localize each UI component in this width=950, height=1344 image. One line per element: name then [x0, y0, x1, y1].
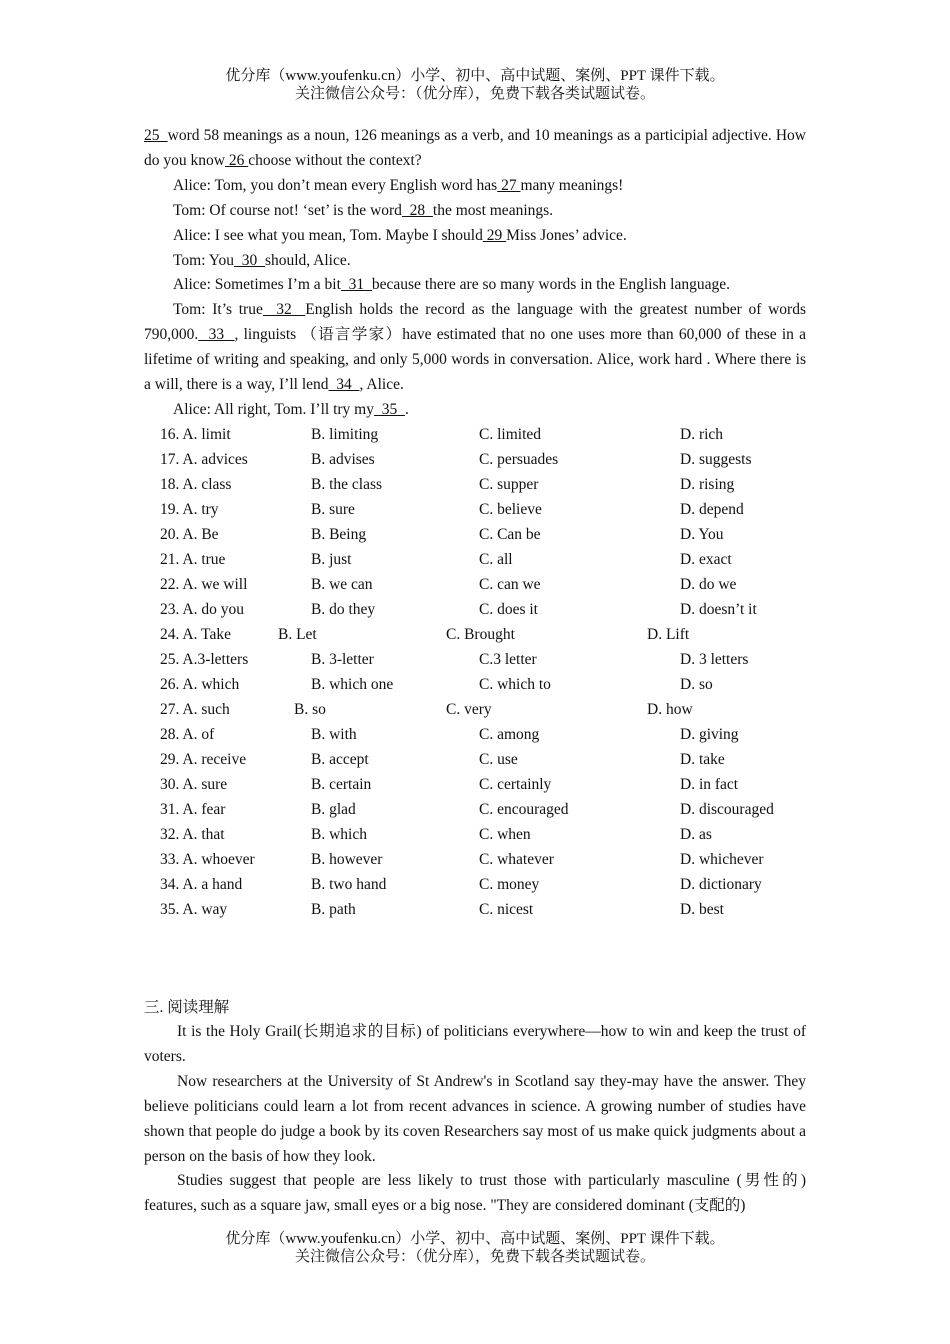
option-b: B. just [311, 551, 352, 568]
option-row [0, 872, 950, 897]
option-b: B. limiting [311, 426, 379, 443]
option-row [0, 797, 950, 822]
option-row [0, 597, 950, 622]
option-c: C. supper [479, 476, 539, 493]
page-header-top [0, 67, 950, 103]
passage-paragraph: 25 word 58 meanings as a noun, 126 meanings as a verb, and 10 meanings as a participial adjective. How do you know 26 choose without the context? [144, 127, 806, 169]
option-c: C. certainly [479, 776, 552, 793]
reading-paragraph: Studies suggest that people are less likely to trust those with particularly masculine (男性的) features, such as a square jaw, small eyes or a big nose. "They are considered dominant (支配的) [144, 1172, 806, 1215]
option-a: 22. A. we will [160, 576, 248, 593]
option-c: C. believe [479, 501, 542, 518]
option-d: D. dictionary [680, 876, 762, 893]
option-row [0, 672, 950, 697]
header-line-2: 关注微信公众号：（优分库），免费下载各类试题试卷。 [294, 86, 655, 102]
option-c: C.3 letter [479, 651, 537, 668]
option-a: 25. A.3-letters [160, 651, 249, 668]
section-title: 三. 阅读理解 [144, 999, 230, 1016]
option-c: C. when [479, 826, 531, 843]
blank-30: 30 [233, 251, 265, 269]
option-c: C. can we [479, 576, 541, 593]
option-row [0, 497, 950, 522]
option-a: 16. A. limit [160, 426, 231, 443]
reading-paragraph: It is the Holy Grail(长期追求的目标) of politicians everywhere—how to win and keep the trust of voters. [144, 1023, 806, 1065]
passage-paragraph: Tom: It’s true 32 English holds the record as the language with the greatest number of words 790,000. 33 , linguists （语言学家）have estimated that no one uses more than 60,000 of these in a lifetime of writing and speaking, and only 5,000 words in conversation. Alice, work hard . Where there is a will, there is a way, I’ll lend 34 , Alice. [144, 301, 807, 394]
option-b: B. advises [311, 451, 375, 468]
option-c: C. all [479, 551, 513, 568]
option-b: B. Being [311, 526, 367, 543]
passage-paragraph: Alice: Tom, you don’t mean every English word has 27 many meanings! [173, 176, 624, 194]
option-c: C. Can be [479, 526, 541, 543]
option-d: D. Lift [647, 626, 690, 643]
option-row [0, 897, 950, 922]
option-c: C. whatever [479, 851, 554, 868]
option-row [0, 447, 950, 472]
option-d: D. exact [680, 551, 732, 568]
option-row [0, 422, 950, 447]
option-b: B. two hand [311, 876, 387, 893]
option-b: B. certain [311, 776, 372, 793]
blank-34: 34 [328, 376, 360, 394]
option-d: D. whichever [680, 851, 764, 868]
option-a: 28. A. of [160, 726, 215, 743]
option-row [0, 622, 950, 647]
option-d: D. so [680, 676, 713, 693]
blank-26: 26 [224, 151, 249, 169]
option-row [0, 572, 950, 597]
passage-paragraph: Tom: You 30 should, Alice. [173, 251, 351, 269]
option-row [0, 847, 950, 872]
option-d: D. take [680, 751, 725, 768]
option-b: B. which [311, 826, 367, 843]
option-row [0, 747, 950, 772]
option-a: 18. A. class [160, 476, 232, 493]
option-row [0, 697, 950, 722]
option-c: C. limited [479, 426, 541, 443]
option-d: D. doesn’t it [680, 601, 757, 618]
option-a: 27. A. such [160, 701, 230, 718]
option-a: 34. A. a hand [160, 876, 243, 893]
passage-paragraph: Alice: I see what you mean, Tom. Maybe I should 29 Miss Jones’ advice. [173, 226, 627, 244]
option-b: B. glad [311, 801, 356, 818]
option-b: B. do they [311, 601, 376, 618]
option-c: C. encouraged [479, 801, 569, 818]
option-d: D. You [680, 526, 724, 543]
option-a: 30. A. sure [160, 776, 228, 793]
blank-35: 35 [373, 400, 405, 418]
blank-33: 33 [198, 326, 235, 344]
option-c: C. nicest [479, 901, 534, 918]
blank-25: 25 [144, 127, 168, 144]
option-a: 24. A. Take [160, 626, 231, 643]
option-d: D. in fact [680, 776, 739, 793]
passage-paragraph: Alice: Sometimes I’m a bit 31 because there are so many words in the English language. [173, 276, 730, 294]
reading-passage [144, 1020, 806, 1219]
option-b: B. with [311, 726, 357, 743]
option-row [0, 772, 950, 797]
option-d: D. do we [680, 576, 737, 593]
option-d: D. suggests [680, 451, 752, 468]
option-c: C. use [479, 751, 518, 768]
option-row [0, 822, 950, 847]
option-row [0, 547, 950, 572]
page-footer [0, 1230, 950, 1266]
option-d: D. giving [680, 726, 739, 743]
option-b: B. which one [311, 676, 394, 693]
footer-line-2: 关注微信公众号：（优分库），免费下载各类试题试卷。 [294, 1249, 655, 1265]
option-a: 19. A. try [160, 501, 219, 518]
option-d: D. rising [680, 476, 735, 493]
option-c: C. money [479, 876, 540, 893]
option-d: D. as [680, 826, 712, 843]
option-b: B. so [294, 701, 326, 718]
option-a: 33. A. whoever [160, 851, 255, 868]
option-d: D. discouraged [680, 801, 774, 818]
option-c: C. Brought [446, 626, 515, 643]
option-d: D. how [647, 701, 693, 718]
passage-paragraph: Alice: All right, Tom. I’ll try my 35 . [173, 400, 409, 418]
option-a: 31. A. fear [160, 801, 226, 818]
option-row [0, 472, 950, 497]
option-a: 29. A. receive [160, 751, 247, 768]
option-c: C. which to [479, 676, 551, 693]
option-a: 32. A. that [160, 826, 225, 843]
option-d: D. best [680, 901, 724, 918]
option-a: 23. A. do you [160, 601, 244, 618]
option-b: B. Let [278, 626, 317, 643]
option-row [0, 647, 950, 672]
option-c: C. persuades [479, 451, 559, 468]
option-b: B. we can [311, 576, 373, 593]
footer-line-1: 优分库（www.youfenku.cn）小学、初中、高中试题、案例、PPT 课件下载。 [225, 1231, 725, 1247]
reading-paragraph: Now researchers at the University of St Andrew's in Scotland say they-may have the answer. They believe politicians could learn a lot from recent advances in science. A growing number of studies have shown that people do judge a book by its coven Researchers say most of us make quick judgments about a person on the basis of how they look. [144, 1072, 806, 1165]
blank-32: 32 [262, 301, 306, 319]
option-b: B. however [311, 851, 383, 868]
option-d: D. depend [680, 501, 744, 518]
header-line-1: 优分库（www.youfenku.cn）小学、初中、高中试题、案例、PPT 课件下载。 [225, 68, 725, 84]
option-a: 35. A. way [160, 901, 228, 918]
option-c: C. very [446, 701, 492, 718]
option-c: C. does it [479, 601, 538, 618]
blank-31: 31 [340, 276, 372, 294]
option-b: B. path [311, 901, 356, 918]
option-b: B. 3-letter [311, 651, 374, 668]
option-a: 21. A. true [160, 551, 226, 568]
passage-paragraph: Tom: Of course not! ‘set’ is the word 28 the most meanings. [173, 201, 554, 219]
option-a: 26. A. which [160, 676, 240, 693]
option-d: D. rich [680, 426, 724, 443]
blank-29: 29 [482, 226, 507, 244]
option-b: B. accept [311, 751, 369, 768]
option-c: C. among [479, 726, 540, 743]
option-b: B. the class [311, 476, 383, 493]
blank-28: 28 [401, 201, 433, 219]
blank-27: 27 [497, 176, 521, 194]
option-b: B. sure [311, 501, 355, 518]
option-row [0, 722, 950, 747]
option-a: 17. A. advices [160, 451, 248, 468]
cloze-passage [144, 124, 806, 423]
option-a: 20. A. Be [160, 526, 219, 543]
option-d: D. 3 letters [680, 651, 749, 668]
option-row [0, 522, 950, 547]
